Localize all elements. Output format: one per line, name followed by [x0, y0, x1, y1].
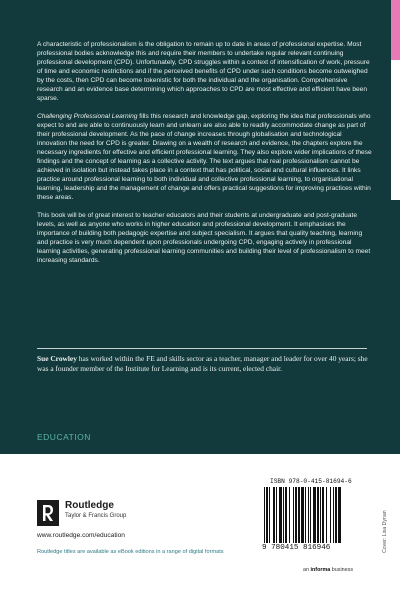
isbn-barcode-block	[262, 478, 366, 560]
informa-suffix: business	[330, 567, 354, 573]
book-title-italic: Challenging Professional Learning	[37, 113, 138, 120]
cover-credit: Cover: Lisa Dynan	[382, 510, 388, 553]
blurb-paragraph-1: A characteristic of professionalism is the obligation to remain up to date in areas of professional expertise. Most professional bodies acknowledge this and require their members to undertake regular relevant continuing professional development (CPD). Unfortunately, CPD struggles within a context of intensification of work, pressure of time and economic restrictions and if the perceived benefits of CPD under such conditions become outweighed by the costs, then CPD can become tokenistic for both the individual and the organisation. Comprehensive research and an evidence base determining which approaches to CPD are most effective and efficient have been sparse.	[37, 41, 370, 102]
author-bio-text: has worked within the FE and skills sector as a teacher, manager and leader for over 40 years; she was a founder member of the Institute for Learning and is its current, elected chair.	[37, 354, 368, 373]
divider-rule	[37, 348, 367, 349]
isbn-label: ISBN 978-0-415-81694-6	[270, 478, 352, 485]
blurb-text	[37, 40, 372, 274]
ebook-note: Routledge titles are available as eBook editions in a range of digital formats	[37, 549, 224, 555]
isbn-digits: 9 780415 816946	[262, 544, 331, 552]
category-label: EDUCATION	[37, 432, 91, 442]
author-name: Sue Crowley	[37, 354, 77, 363]
barcode-image	[262, 487, 366, 545]
author-bio	[37, 354, 372, 374]
white-accent-tab	[391, 60, 400, 200]
blurb-paragraph-2-rest: fills this research and knowledge gap, exploring the idea that professionals who expect to and are able to continuously learn and unlearn are also able to readily accommodate change as part of their professional development. As the pace of change increases through globalisation and technological innovation the need for CPD is greater. Drawing on a wealth of research and evidence, the chapters explore the necessary ingredients for effective and efficient professional learning. They also explore wider implications of these findings and the concept of learning as a collective activity. The text argues that real professionalism cannot be achieved in isolation but instead takes place in a context that has political, social and cultural influences. It links practice around professional learning to both individual and collective professional learning, to organisational learning, leadership and the management of change and offers practical suggestions for improving practices within these areas.	[37, 113, 372, 201]
publisher-group: Taylor & Francis Group	[65, 513, 127, 519]
blurb-paragraph-2	[37, 112, 372, 202]
informa-brand: informa	[310, 567, 331, 573]
routledge-logo-icon	[37, 500, 59, 526]
blurb-paragraph-3: This book will be of great interest to teacher educators and their students at undergraduate and post-graduate levels, as well as anyone who works in higher education and professional development. It emphasises the importance of building both pedagogic expertise and subject specialism. It argues that quality teaching, learning and practice is very much dependent upon professionals undergoing CPD, engaging actively in professional learning activities, generating professional learning communities and building their level of professionalism to meet increasing standards.	[37, 212, 371, 264]
publisher-url[interactable]: www.routledge.com/education	[37, 532, 125, 539]
informa-prefix: an	[303, 567, 311, 573]
informa-note	[303, 567, 353, 573]
publisher-name: Routledge	[65, 500, 114, 511]
pink-accent-tab	[391, 0, 400, 60]
